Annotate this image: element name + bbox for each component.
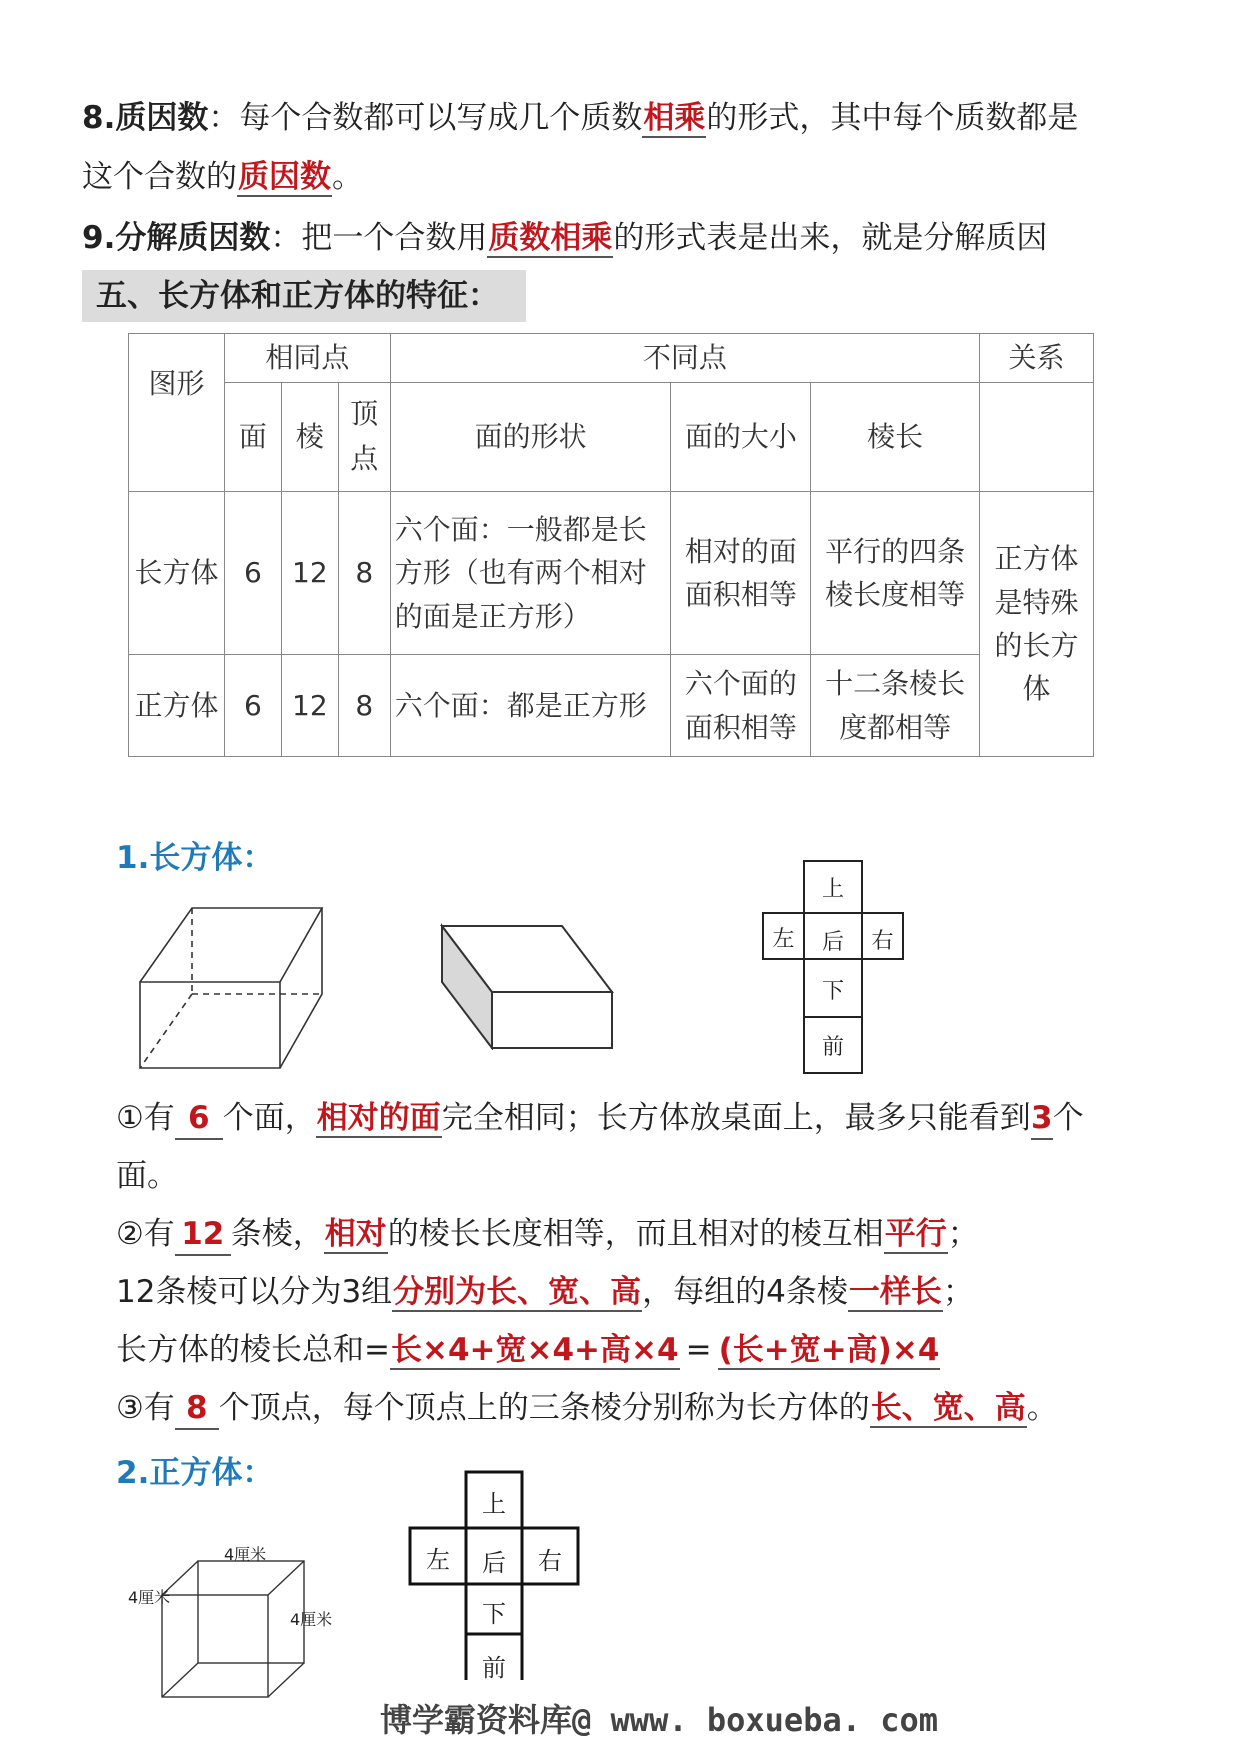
feature-table bbox=[128, 333, 1094, 757]
header-vertex: 顶点 bbox=[338, 383, 390, 492]
p2c-equals: = bbox=[685, 1332, 712, 1368]
cell-face-shape: 六个面：都是正方形 bbox=[390, 655, 671, 757]
p1-face-count: 6 bbox=[175, 1098, 223, 1140]
p2-key2: 平行 bbox=[884, 1216, 947, 1252]
table-row bbox=[129, 655, 1094, 757]
p1-text-a: ①有 bbox=[116, 1100, 175, 1136]
p2b-key2: 一样长 bbox=[848, 1274, 942, 1310]
cuboid-prop1-line2: 面。 bbox=[116, 1158, 178, 1194]
p3-key: 长、宽、高 bbox=[870, 1390, 1026, 1426]
p3-vertex-count: 8 bbox=[175, 1388, 219, 1430]
cube-net-front-label: 前 bbox=[482, 1654, 506, 1680]
item8-text3: 这个合数的 bbox=[82, 159, 237, 195]
cell-face-shape: 六个面：一般都是长方形（也有两个相对的面是正方形） bbox=[390, 492, 671, 655]
p3-text-c: 。 bbox=[1026, 1390, 1058, 1426]
p1-text-b: 个面， bbox=[222, 1100, 316, 1136]
cuboid-wireframe-figure bbox=[130, 900, 336, 1072]
cuboid-net bbox=[762, 860, 904, 1074]
cell-edge: 12 bbox=[281, 655, 338, 757]
item8-text1: 每个合数都可以写成几个质数 bbox=[239, 100, 643, 136]
cell-shape: 长方体 bbox=[129, 492, 225, 655]
cube-wireframe-figure bbox=[128, 1545, 348, 1705]
cuboid-solid-figure bbox=[438, 920, 618, 1050]
cuboid-prop2-line2 bbox=[116, 1272, 974, 1312]
p2c-text-a: 长方体的棱长总和= bbox=[116, 1332, 390, 1368]
item9-key1: 质数相乘 bbox=[488, 220, 613, 256]
cuboid-prop3 bbox=[116, 1388, 1058, 1430]
cell-edge: 12 bbox=[281, 492, 338, 655]
cell-face: 6 bbox=[224, 492, 281, 655]
p2-text-d: ； bbox=[947, 1216, 979, 1252]
p1-key: 相对的面 bbox=[316, 1100, 441, 1136]
cube-net-left-label: 左 bbox=[426, 1546, 450, 1574]
p2-edge-count: 12 bbox=[175, 1214, 231, 1256]
cuboid-prop1-line1 bbox=[116, 1098, 1084, 1140]
cube-net-back-label: 后 bbox=[482, 1549, 506, 1577]
item8-text4: 。 bbox=[332, 159, 363, 195]
item8-text2: 的形式，其中每个质数都是 bbox=[706, 100, 1079, 136]
p1-text-d: 个 bbox=[1052, 1100, 1084, 1136]
net-front-label: 前 bbox=[821, 1035, 844, 1060]
p2b-key1: 分别为长、宽、高 bbox=[393, 1274, 642, 1310]
cube-net-bottom-label: 下 bbox=[482, 1600, 506, 1628]
net-right-label: 右 bbox=[871, 929, 894, 954]
item8-colon: ： bbox=[208, 100, 240, 136]
cube-dim-left: 4厘米 bbox=[128, 1588, 171, 1607]
cell-shape: 正方体 bbox=[129, 655, 225, 757]
header-relation-empty bbox=[980, 383, 1094, 492]
cube-dim-top: 4厘米 bbox=[224, 1545, 267, 1564]
cell-face: 6 bbox=[224, 655, 281, 757]
cell-vertex: 8 bbox=[338, 492, 390, 655]
p3-text-b: 个顶点，每个顶点上的三条棱分别称为长方体的 bbox=[218, 1390, 870, 1426]
header-edge-length: 棱长 bbox=[811, 383, 980, 492]
header-same: 相同点 bbox=[224, 334, 390, 383]
item8-key1: 相乘 bbox=[643, 100, 706, 136]
cell-face-size: 六个面的面积相等 bbox=[671, 655, 811, 757]
footer-watermark: 博学霸资料库@ www. boxueba. com bbox=[380, 1701, 939, 1739]
item8-label: 8.质因数 bbox=[82, 100, 209, 136]
p1-text-c: 完全相同；长方体放桌面上，最多只能看到 bbox=[441, 1100, 1031, 1136]
item8-key2: 质因数 bbox=[238, 159, 331, 195]
header-shape: 图形 bbox=[129, 334, 225, 492]
cube-net bbox=[408, 1470, 582, 1680]
net-bottom-label: 下 bbox=[821, 979, 844, 1004]
cell-face-size: 相对的面面积相等 bbox=[671, 492, 811, 655]
cell-vertex: 8 bbox=[338, 655, 390, 757]
cell-edge-length: 十二条棱长度都相等 bbox=[811, 655, 980, 757]
section-title: 五、长方体和正方体的特征： bbox=[82, 270, 526, 322]
p2-text-a: ②有 bbox=[116, 1216, 175, 1252]
cube-dim-right: 4厘米 bbox=[290, 1610, 333, 1629]
cell-relation: 正方体是特殊的长方体 bbox=[980, 492, 1094, 757]
header-diff: 不同点 bbox=[390, 334, 979, 383]
cuboid-prop2-line1 bbox=[116, 1214, 979, 1256]
net-top-label: 上 bbox=[821, 877, 844, 902]
cuboid-prop2-line3 bbox=[116, 1330, 940, 1370]
p2-text-b: 条棱， bbox=[230, 1216, 324, 1252]
cuboid-title: 1.长方体： bbox=[116, 840, 274, 876]
p1-visible-count: 3 bbox=[1031, 1098, 1053, 1140]
p2c-key2: (长+宽+高)×4 bbox=[718, 1332, 940, 1368]
p2b-text-b: ，每组的4条棱 bbox=[642, 1274, 848, 1310]
cell-edge-length: 平行的四条棱长度相等 bbox=[811, 492, 980, 655]
p3-text-a: ③有 bbox=[116, 1390, 175, 1426]
net-left-label: 左 bbox=[772, 927, 795, 952]
header-relation: 关系 bbox=[980, 334, 1094, 383]
cube-title: 2.正方体： bbox=[116, 1455, 274, 1491]
item9-line bbox=[82, 218, 1047, 258]
header-face: 面 bbox=[224, 383, 281, 492]
item9-colon: ： bbox=[270, 220, 302, 256]
item9-label: 9.分解质因数 bbox=[82, 220, 271, 256]
net-back-label: 后 bbox=[821, 930, 844, 955]
item8-line2 bbox=[82, 157, 363, 197]
header-face-size: 面的大小 bbox=[671, 383, 811, 492]
p2-key1: 相对 bbox=[324, 1216, 387, 1252]
cube-net-top-label: 上 bbox=[482, 1490, 506, 1518]
item8-line1 bbox=[82, 98, 1078, 138]
header-face-shape: 面的形状 bbox=[390, 383, 671, 492]
table-row bbox=[129, 492, 1094, 655]
cube-net-right-label: 右 bbox=[538, 1547, 562, 1575]
p2b-text-c: ； bbox=[942, 1274, 974, 1310]
p2-text-c: 的棱长长度相等，而且相对的棱互相 bbox=[387, 1216, 884, 1252]
p2b-text-a: 12条棱可以分为3组 bbox=[116, 1274, 393, 1310]
p2c-key1: 长×4+宽×4+高×4 bbox=[390, 1332, 679, 1368]
item9-text2: 的形式表是出来，就是分解质因 bbox=[613, 220, 1048, 256]
item9-text1: 把一个合数用 bbox=[301, 220, 488, 256]
header-edge: 棱 bbox=[281, 383, 338, 492]
